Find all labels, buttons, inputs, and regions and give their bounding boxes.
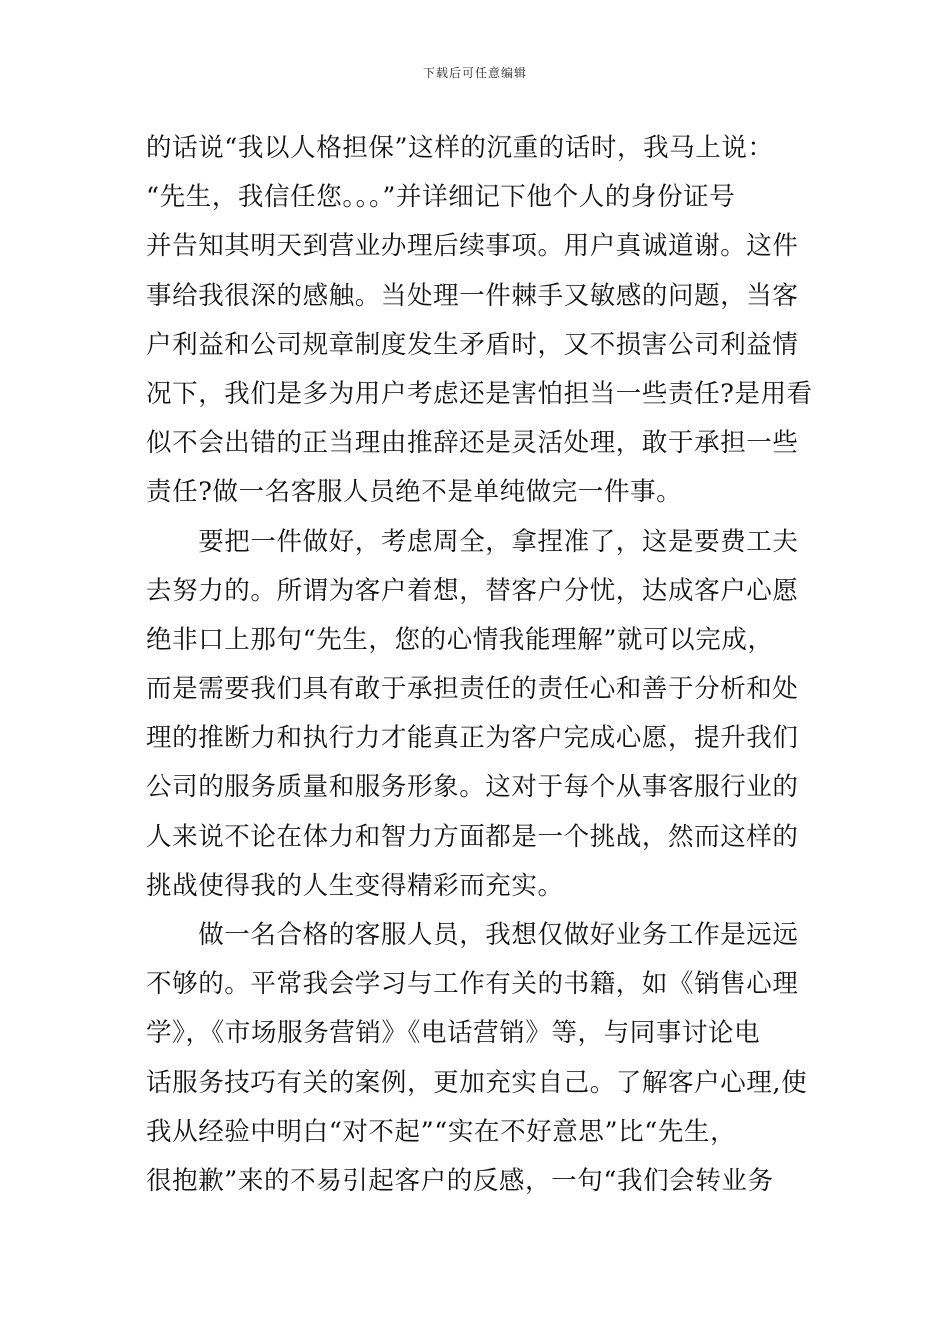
text-line: 似不会出错的正当理由推辞还是灵活处理，敢于承担一些 [146,428,799,459]
paragraph-start-line: 要把一件做好，考虑周全，拿捏准了，这是要费工夫 [146,526,799,557]
text-line: 绝非口上那句“先生，您的心情我能理解”就可以完成， [146,624,774,655]
text-line: 人来说不论在体力和智力方面都是一个挑战，然而这样的 [146,821,799,852]
text-line: 我从经验中明白“对不起”“实在不好意思”比“先生， [146,1116,737,1147]
text-line: 去努力的。所谓为客户着想，替客户分忧，达成客户心愿 [146,575,799,606]
paragraph-start-line: 做一名合格的客服人员，我想仅做好业务工作是远远 [146,920,799,950]
text-line: 的话说“我以人格担保”这样的沉重的话时，我马上说： [146,133,774,163]
text-line: “先生，我信任您。。。”并详细记下他个人的身份证号 [146,182,736,213]
text-line: 况下，我们是多为用户考虑还是害怕担当一些责任?是用看 [146,378,813,409]
text-line: 学》，《市场服务营销》《电话营销》等，与同事讨论电 [146,1018,761,1049]
text-line: 责任?做一名客服人员绝不是单纯做完一件事。 [146,477,683,508]
page-header: 下载后可任意编辑 [422,66,527,80]
text-line: 户利益和公司规章制度发生矛盾时，又不损害公司利益情 [146,329,799,360]
text-line: 挑战使得我的人生变得精彩而充实。 [146,870,564,901]
text-line: 不够的。平常我会学习与工作有关的书籍，如《销售心理 [146,969,799,1000]
text-line: 理的推断力和执行力才能真正为客户完成心愿，提升我们 [146,723,799,754]
text-line: 公司的服务质量和服务形象。这对于每个从事客服行业的 [146,772,799,803]
text-line: 而是需要我们具有敢于承担责任的责任心和善于分析和处 [146,674,799,705]
document-body [146,124,813,1206]
text-line: 并告知其明天到营业办理后续事项。用户真诚道谢。这件 [146,231,799,262]
text-line: 事给我很深的感触。当处理一件棘手又敏感的问题，当客 [146,280,799,311]
text-line: 很抱歉”来的不易引起客户的反感，一句“我们会转业务 [146,1165,774,1196]
text-line: 话服务技巧有关的案例，更加充实自己。了解客户心理,使 [146,1067,808,1098]
